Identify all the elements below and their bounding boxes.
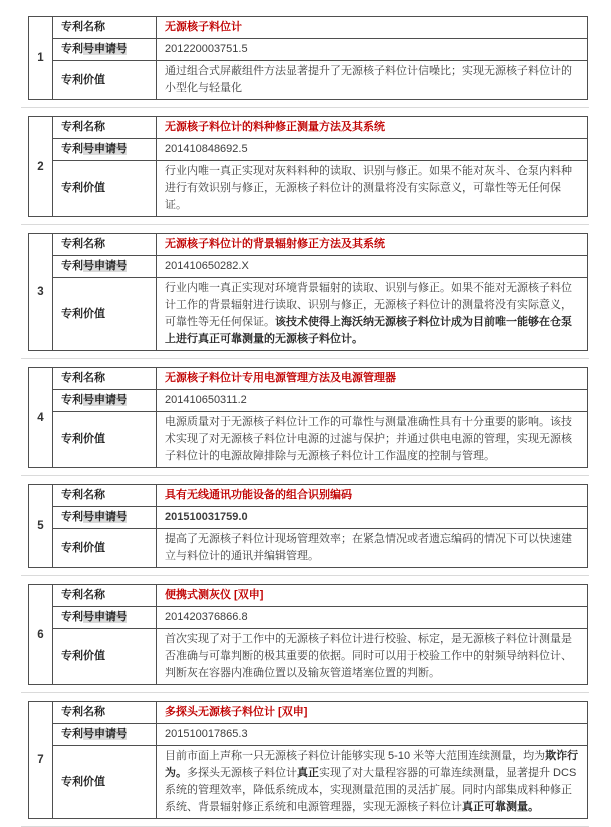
patent-value-label: 专利价值 <box>53 161 157 217</box>
patent-block <box>28 584 588 693</box>
patent-number-value: 201410650311.2 <box>157 390 588 412</box>
patent-number-label: 专利号申请号 <box>53 507 157 529</box>
patent-name-value: 便携式测灰仪 [双申] <box>157 585 588 607</box>
patent-value-text: 目前市面上声称一只无源核子料位计能够实现 5-10 米等大范围连续测量，均为欺诈行为。多探头无源核子料位计真正实现了对大量程容器的可靠连续测量，显著提升 DCS 系统的管理效率，降低系统成本，实现测量范围的灵活扩展。同时内部集成料种修正系统、背景辐射修正系统和电源管理器，实现无源核子料位计真正可靠测量。 <box>157 746 588 819</box>
patent-number-label: 专利号申请号 <box>53 139 157 161</box>
patent-number-value: 201420376866.8 <box>157 607 588 629</box>
patent-name-row <box>29 117 588 139</box>
label-highlight: 号申请号 <box>83 143 127 155</box>
label-highlight: 号申请号 <box>83 611 127 623</box>
patent-value-label: 专利价值 <box>53 61 157 100</box>
patent-table <box>28 16 588 100</box>
label-highlight: 号申请号 <box>83 260 127 272</box>
patent-number-value: 201410650282.X <box>157 256 588 278</box>
patent-name-row <box>29 368 588 390</box>
patent-name-row <box>29 702 588 724</box>
patent-index: 5 <box>29 485 53 568</box>
patent-table <box>28 367 588 468</box>
patent-number-row <box>29 607 588 629</box>
patent-value-label: 专利价值 <box>53 278 157 351</box>
patent-block <box>28 367 588 476</box>
patent-index: 3 <box>29 234 53 351</box>
label-highlight: 号申请号 <box>83 728 127 740</box>
patent-number-label: 专利号申请号 <box>53 724 157 746</box>
patent-table <box>28 233 588 351</box>
table-separator <box>21 107 589 108</box>
patent-index: 6 <box>29 585 53 685</box>
patent-number-value: 201510031759.0 <box>157 507 588 529</box>
patent-value-row <box>29 412 588 468</box>
patent-number-label: 专利号申请号 <box>53 39 157 61</box>
patent-table <box>28 584 588 685</box>
patent-name-label: 专利名称 <box>53 485 157 507</box>
patent-block <box>28 16 588 108</box>
patent-number-row <box>29 139 588 161</box>
patent-value-text: 行业内唯一真正实现对灰料料种的读取、识别与修正。如果不能对灰斗、仓泵内料种进行有效识别与修正，无源核子料位计的测量将没有实际意义，可靠性等无任何保证。 <box>157 161 588 217</box>
label-highlight: 号申请号 <box>83 511 127 523</box>
patent-list <box>28 16 588 827</box>
patent-name-value: 无源核子料位计 <box>157 17 588 39</box>
table-separator <box>21 475 589 476</box>
patent-value-row <box>29 278 588 351</box>
patent-block <box>28 116 588 225</box>
patent-number-label: 专利号申请号 <box>53 256 157 278</box>
patent-value-label: 专利价值 <box>53 629 157 685</box>
patent-block <box>28 701 588 827</box>
patent-index: 7 <box>29 702 53 819</box>
patent-number-row <box>29 39 588 61</box>
patent-value-label: 专利价值 <box>53 412 157 468</box>
patent-value-text: 提高了无源核子料位计现场管理效率；在紧急情况或者遗忘编码的情况下可以快速建立与料位计的通讯并编辑管理。 <box>157 529 588 568</box>
patent-value-text: 通过组合式屏蔽组件方法显著提升了无源核子料位计信噪比；实现无源核子料位计的小型化与轻量化 <box>157 61 588 100</box>
patent-index: 4 <box>29 368 53 468</box>
patent-name-value: 无源核子料位计的背景辐射修正方法及其系统 <box>157 234 588 256</box>
patent-name-value: 多探头无源核子料位计 [双申] <box>157 702 588 724</box>
patent-name-label: 专利名称 <box>53 17 157 39</box>
patent-table <box>28 484 588 568</box>
patent-name-value: 无源核子料位计专用电源管理方法及电源管理器 <box>157 368 588 390</box>
patent-name-label: 专利名称 <box>53 117 157 139</box>
patent-name-row <box>29 585 588 607</box>
patent-index: 1 <box>29 17 53 100</box>
patent-index: 2 <box>29 117 53 217</box>
patent-name-label: 专利名称 <box>53 234 157 256</box>
patent-number-row <box>29 507 588 529</box>
patent-value-row <box>29 529 588 568</box>
patent-name-label: 专利名称 <box>53 368 157 390</box>
patent-value-row <box>29 629 588 685</box>
patent-block <box>28 484 588 576</box>
label-highlight: 号申请号 <box>83 43 127 55</box>
patent-name-row <box>29 485 588 507</box>
table-separator <box>21 224 589 225</box>
patent-number-value: 201510017865.3 <box>157 724 588 746</box>
patent-table <box>28 701 588 819</box>
patent-number-row <box>29 724 588 746</box>
patent-value-text: 电源质量对于无源核子料位计工作的可靠性与测量准确性具有十分重要的影响。该技术实现了对无源核子料位计电源的过滤与保护；并通过供电电源的管理，实现无源核子料位计的电源故障排除与无源核子料位计工作温度的控制与管理。 <box>157 412 588 468</box>
patent-name-value: 具有无线通讯功能设备的组合识别编码 <box>157 485 588 507</box>
patent-table <box>28 116 588 217</box>
label-highlight: 号申请号 <box>83 394 127 406</box>
patent-number-value: 201220003751.5 <box>157 39 588 61</box>
patent-value-row <box>29 161 588 217</box>
patent-value-label: 专利价值 <box>53 746 157 819</box>
patent-value-label: 专利价值 <box>53 529 157 568</box>
patent-name-label: 专利名称 <box>53 585 157 607</box>
patent-value-row <box>29 746 588 819</box>
patent-value-text: 首次实现了对于工作中的无源核子料位计进行校验、标定，是无源核子料位计测量是否准确与可靠判断的极其重要的依据。同时可以用于校验工作中的射频导纳料位计、判断灰在容器内准确位置以及输灰管道堵塞位置的判断。 <box>157 629 588 685</box>
patent-number-value: 201410848692.5 <box>157 139 588 161</box>
patent-block <box>28 233 588 359</box>
table-separator <box>21 358 589 359</box>
patent-number-label: 专利号申请号 <box>53 390 157 412</box>
patent-name-row <box>29 17 588 39</box>
table-separator <box>21 692 589 693</box>
table-separator <box>21 575 589 576</box>
patent-number-row <box>29 256 588 278</box>
patent-value-row <box>29 61 588 100</box>
patent-value-text: 行业内唯一真正实现对环境背景辐射的读取、识别与修正。如果不能对无源核子料位计工作的背景辐射进行读取、识别与修正，无源核子料位计的测量将没有实际意义，可靠性等无任何保证。该技术使得上海沃纳无源核子料位计成为目前唯一能够在仓泵上进行真正可靠测量的无源核子料位计。 <box>157 278 588 351</box>
patent-name-label: 专利名称 <box>53 702 157 724</box>
patent-number-row <box>29 390 588 412</box>
patent-name-value: 无源核子料位计的料种修正测量方法及其系统 <box>157 117 588 139</box>
patent-name-row <box>29 234 588 256</box>
patent-number-label: 专利号申请号 <box>53 607 157 629</box>
